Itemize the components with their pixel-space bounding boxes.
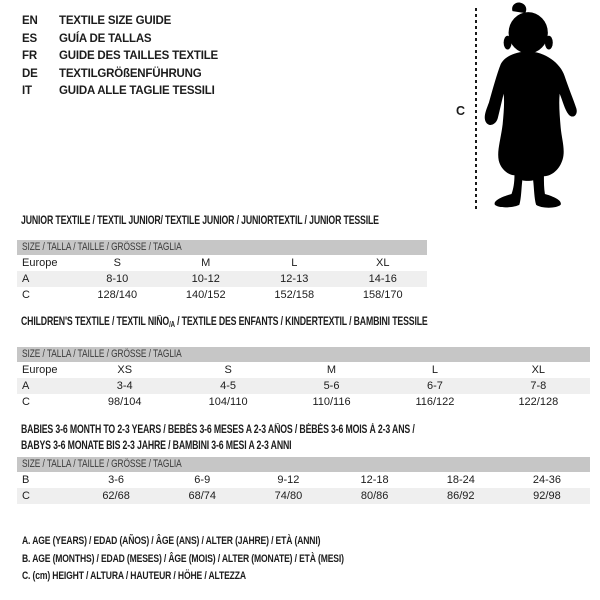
size-cell: 68/74 (188, 490, 217, 502)
table-row (17, 287, 427, 303)
size-cell: 128/140 (97, 289, 138, 301)
size-header-bar (17, 347, 590, 362)
language-code: FR (22, 50, 37, 63)
size-header-label: SIZE / TALLA / TAILLE / GRÖSSE / TAGLIA (22, 348, 182, 360)
size-cell: 116/122 (415, 396, 455, 408)
size-cell: XL (531, 364, 546, 376)
children-title-subscript: /A (169, 320, 175, 329)
size-cell: 98/104 (107, 396, 142, 408)
junior-size-table (17, 240, 427, 303)
size-cell: 4-5 (220, 380, 237, 392)
size-cell: M (201, 257, 211, 269)
language-label: TEXTILE SIZE GUIDE (59, 15, 172, 27)
size-cell: 12-13 (280, 273, 309, 285)
language-row-de (22, 66, 218, 84)
size-cell: L (431, 364, 438, 376)
table-row (17, 378, 590, 394)
size-cell: 74/80 (274, 490, 303, 502)
size-cell: 110/116 (312, 396, 351, 408)
size-cell: 14-16 (368, 273, 397, 285)
size-header-bar (17, 457, 590, 472)
height-measure-label: C (456, 104, 466, 118)
table-row (17, 271, 427, 287)
language-code: DE (22, 67, 38, 80)
size-cell: 6-7 (426, 380, 443, 392)
size-cell: M (326, 364, 337, 376)
size-header-bar (17, 240, 427, 255)
size-header-label: SIZE / TALLA / TAILLE / GRÖSSE / TAGLIA (22, 241, 182, 253)
footnote-c: C. (cm) HEIGHT / ALTURA / HAUTEUR / HÖHE / ALTEZZA (22, 570, 246, 583)
row-label: Europe (22, 257, 58, 269)
size-cell: 8-10 (106, 273, 129, 285)
language-label: GUÍA DE TALLAS (59, 32, 152, 45)
table-row (17, 394, 590, 410)
language-row-it (22, 83, 218, 101)
footnote-a: A. AGE (YEARS) / EDAD (AÑOS) / ÂGE (ANS) / ALTER (JAHRE) / ETÀ (ANNI) (22, 535, 321, 547)
size-cell: 140/152 (185, 289, 226, 301)
language-label: GUIDA ALLE TAGLIE TESSILI (59, 85, 215, 98)
language-code: EN (22, 15, 38, 27)
row-label: Europe (22, 364, 58, 376)
language-legend (22, 13, 218, 101)
size-cell: 158/170 (362, 289, 403, 301)
toddler-silhouette-image (484, 1, 597, 212)
size-cell: 86/92 (447, 490, 475, 502)
size-cell: 80/86 (360, 490, 389, 502)
table-row (17, 255, 427, 271)
babies-size-table (17, 457, 590, 504)
size-cell: 12-18 (360, 474, 389, 486)
size-cell: 62/68 (102, 490, 130, 502)
language-code: ES (22, 32, 37, 45)
language-label: TEXTILGRÖßENFÜHRUNG (59, 67, 202, 80)
language-row-fr (22, 48, 218, 66)
children-size-table (17, 347, 590, 410)
size-cell: L (291, 257, 298, 269)
size-cell: 5-6 (323, 380, 340, 392)
size-cell: 3-6 (108, 474, 125, 486)
size-cell: 122/128 (518, 396, 559, 408)
size-cell: XL (376, 257, 390, 269)
row-label: A (22, 380, 30, 392)
size-cell: 7-8 (530, 380, 547, 392)
size-cell: S (224, 364, 232, 376)
children-table-title (21, 316, 428, 329)
size-cell: 6-9 (194, 474, 211, 486)
size-cell: 24-36 (532, 474, 562, 486)
row-label: C (22, 289, 30, 301)
children-title-text: CHILDREN'S TEXTILE / TEXTIL NIÑO (21, 316, 170, 328)
size-cell: S (113, 257, 121, 269)
size-cell: 9-12 (277, 474, 300, 486)
row-label: B (22, 474, 30, 486)
footnote-b: B. AGE (MONTHS) / EDAD (MESES) / ÂGE (MOIS) / ALTER (MONATE) / ETÀ (MESI) (22, 552, 344, 565)
size-cell: 18-24 (446, 474, 475, 486)
language-row-es (22, 31, 218, 49)
table-row (17, 362, 590, 378)
junior-table-title: JUNIOR TEXTILE / TEXTIL JUNIOR/ TEXTILE JUNIOR / JUNIORTEXTIL / JUNIOR TESSILE (21, 215, 379, 227)
row-label: C (22, 490, 30, 502)
size-header-label: SIZE / TALLA / TAILLE / GRÖSSE / TAGLIA (22, 458, 182, 470)
language-code: IT (22, 85, 32, 98)
size-cell: 152/158 (274, 289, 315, 301)
babies-table-title-line2: BABYS 3-6 MONATE BIS 2-3 JAHRE / BAMBINI 3-6 MESI A 2-3 ANNI (21, 440, 292, 452)
children-title-text: / TEXTILE DES ENFANTS / KINDERTEXTIL / BAMBINI TESSILE (174, 316, 428, 328)
size-cell: 92/98 (533, 490, 561, 502)
row-label: C (22, 396, 30, 408)
table-row (17, 488, 590, 504)
size-cell: 10-12 (191, 273, 220, 285)
size-cell: 104/110 (208, 396, 248, 408)
size-cell: 3-4 (116, 380, 133, 392)
row-label: A (22, 273, 30, 285)
language-label: GUIDE DES TAILLES TEXTILE (59, 50, 218, 63)
language-row-en (22, 13, 218, 31)
size-cell: XS (117, 364, 133, 376)
height-measure-dotted-line (475, 8, 477, 212)
table-row (17, 472, 590, 488)
babies-table-title-line1: BABIES 3-6 MONTH TO 2-3 YEARS / BEBÉS 3-6 MESES A 2-3 AÑOS / BÉBÉS 3-6 MOIS À 2-3 ANS / (21, 424, 415, 436)
footnotes (22, 533, 445, 586)
